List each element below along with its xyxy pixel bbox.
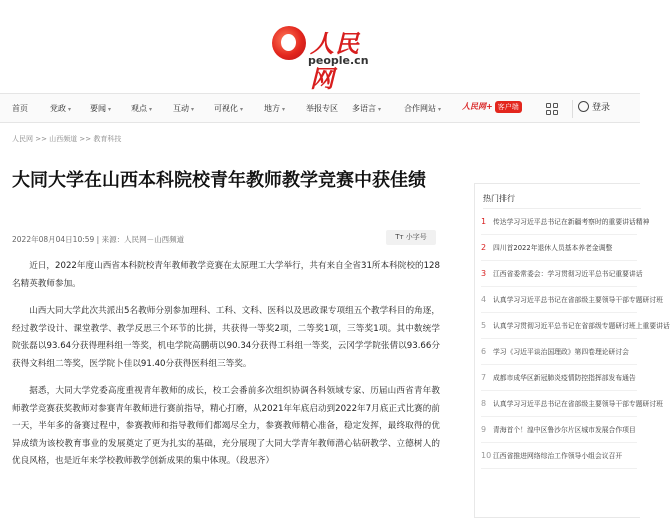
- nav-divider: [572, 100, 573, 118]
- rank-number: 6: [481, 347, 487, 356]
- rank-title: 学习《习近平谈治国理政》第四卷理论研讨会: [493, 348, 629, 356]
- rank-number: 1: [481, 217, 487, 226]
- ranking-item[interactable]: [481, 209, 650, 235]
- ranking-item[interactable]: [481, 287, 663, 313]
- site-header: [0, 0, 640, 92]
- rank-number: 10: [481, 451, 492, 460]
- nav-label: 要闻: [90, 104, 106, 113]
- rank-title: 江西省推进网络综治工作领导小组会议召开: [493, 452, 623, 460]
- nav-label: 观点: [131, 104, 147, 113]
- nav-label: 合作网站: [404, 104, 436, 113]
- nav-item-partners[interactable]: [404, 94, 441, 123]
- nav-item-party[interactable]: [50, 94, 71, 123]
- chevron-down-icon: ▾: [438, 106, 442, 113]
- rank-title: 青海首个！湟中区鲁沙尔片区城市发展合作项目: [493, 426, 636, 434]
- main-nav: [0, 93, 640, 123]
- nav-item-interact[interactable]: [173, 94, 194, 123]
- article-paragraph: 近日，2022年度山西省本科院校青年教师教学竞赛在太原理工大学举行，共有来自全省31所本科院校的128名精英教师参加。: [12, 261, 440, 289]
- nav-item-visual[interactable]: [214, 94, 243, 123]
- nav-label: 举报专区: [306, 104, 338, 113]
- rank-number: 8: [481, 399, 487, 408]
- nav-label: 党政: [50, 104, 66, 113]
- logo-chinese-text: 人民网: [310, 29, 360, 93]
- nav-item-report[interactable]: [306, 94, 338, 123]
- logo-emblem-icon: [272, 26, 306, 60]
- sidebar-title: 热门排行: [483, 194, 515, 203]
- rank-title: 认真学习贯彻习近平总书记在省部级专题研讨班上重要讲话: [493, 322, 670, 330]
- article-paragraph: 据悉，大同大学党委高度重视青年教师的成长，校工会番前多次组织协调各科领域专家、历届山西省青年教师教学竞赛获奖教师对参赛青年教师进行赛前指导，精心打磨，从2021年年底启动到2022年7月底正式比赛的前一天，半年多的备赛过程中，参赛教师和指导教师们都竭尽全力，参赛教师精心准备，稳定发挥，最终取得的优异成绩为该校教育事业的发展奠定了更为扎实的基础，充分展现了大同大学青年教师潜心钻研教学、立德树人的优良风格，也是近年来学校教师教学创新成果的集中体现。（段思齐）: [12, 386, 440, 466]
- rank-number: 7: [481, 373, 487, 382]
- app-download-link[interactable]: [462, 101, 522, 117]
- nav-label: 地方: [264, 104, 280, 113]
- nav-label: 互动: [173, 104, 189, 113]
- logo-english-text: people.cn: [308, 54, 369, 67]
- rank-title: 传达学习习近平总书记在新疆考察时的重要讲话精神: [493, 218, 650, 226]
- chevron-down-icon: ▾: [68, 106, 72, 113]
- rank-title: 成都市成华区新冠肺炎疫情防控指挥部发布通告: [493, 374, 636, 382]
- rank-title: 认真学习习近平总书记在省部级主要领导干部专题研讨班: [493, 296, 663, 304]
- rank-number: 5: [481, 321, 487, 330]
- nav-item-home[interactable]: [12, 94, 28, 123]
- rank-number: 4: [481, 295, 487, 304]
- site-logo[interactable]: [272, 24, 382, 93]
- ranking-item[interactable]: [481, 417, 637, 443]
- nav-item-languages[interactable]: [352, 94, 381, 123]
- hot-ranking-sidebar: [474, 183, 670, 518]
- chevron-down-icon: ▾: [378, 106, 382, 113]
- nav-label: 首页: [12, 104, 28, 113]
- ranking-item[interactable]: [481, 261, 643, 287]
- ranking-item[interactable]: [481, 391, 663, 417]
- ranking-item[interactable]: [481, 365, 637, 391]
- grid-menu-icon[interactable]: [546, 103, 558, 115]
- ranking-item[interactable]: [481, 443, 637, 469]
- article-paragraph: 山西大同大学此次共派出5名教师分别参加理科、工科、文科、医科以及思政课专项组五个教学科目的角逐，经过教学设计、课堂教学、教学反思三个环节的比拼，共获得一等奖2项，二等奖1项，三等奖1项。其中数统学院张磊以93.64分获得理科组一等奖，机电学院高鹏萌以90.34分获得工科组一等奖，云冈学学院张倩以93.66分获得文科组二等奖，医学院卜佳以91.40分获得医科组三等奖。: [12, 306, 440, 369]
- article-body: [12, 258, 440, 481]
- breadcrumb[interactable]: 人民网 >> 山西频道 >> 教育科技: [12, 135, 122, 143]
- rank-number: 3: [481, 269, 487, 278]
- chevron-down-icon: ▾: [240, 106, 244, 113]
- login-label: 登录: [592, 103, 611, 113]
- login-button[interactable]: [578, 94, 610, 123]
- article-meta: 2022年08月04日10:59 | 来源：人民网－山西频道: [12, 235, 185, 244]
- nav-label: 可视化: [214, 104, 238, 113]
- chevron-down-icon: ▾: [149, 106, 153, 113]
- user-icon: [578, 101, 589, 112]
- rank-title: 江西省委常委会：学习贯彻习近平总书记重要讲话: [493, 270, 643, 278]
- rank-title: 认真学习习近平总书记在省部级主要领导干部专题研讨班: [493, 400, 663, 408]
- chevron-down-icon: ▾: [282, 106, 286, 113]
- font-size-toggle-button[interactable]: Tт 小字号: [386, 230, 436, 245]
- nav-item-news[interactable]: [90, 94, 111, 123]
- ranking-item[interactable]: [481, 339, 637, 365]
- chevron-down-icon: ▾: [191, 106, 195, 113]
- rank-title: 四川首2022年退休人员基本养老金调整: [493, 244, 613, 252]
- rank-number: 2: [481, 243, 487, 252]
- chevron-down-icon: ▾: [108, 106, 112, 113]
- rank-number: 9: [481, 425, 487, 434]
- ranking-item[interactable]: [481, 235, 637, 261]
- app-badge: 客户端: [495, 101, 522, 113]
- nav-item-local[interactable]: [264, 94, 285, 123]
- nav-label: 多语言: [352, 104, 376, 113]
- article-title: 大同大学在山西本科院校青年教师教学竞赛中获佳绩: [12, 170, 426, 191]
- ranking-item[interactable]: [481, 313, 670, 339]
- app-brand-text: 人民网+: [462, 102, 493, 111]
- nav-item-opinion[interactable]: [131, 94, 152, 123]
